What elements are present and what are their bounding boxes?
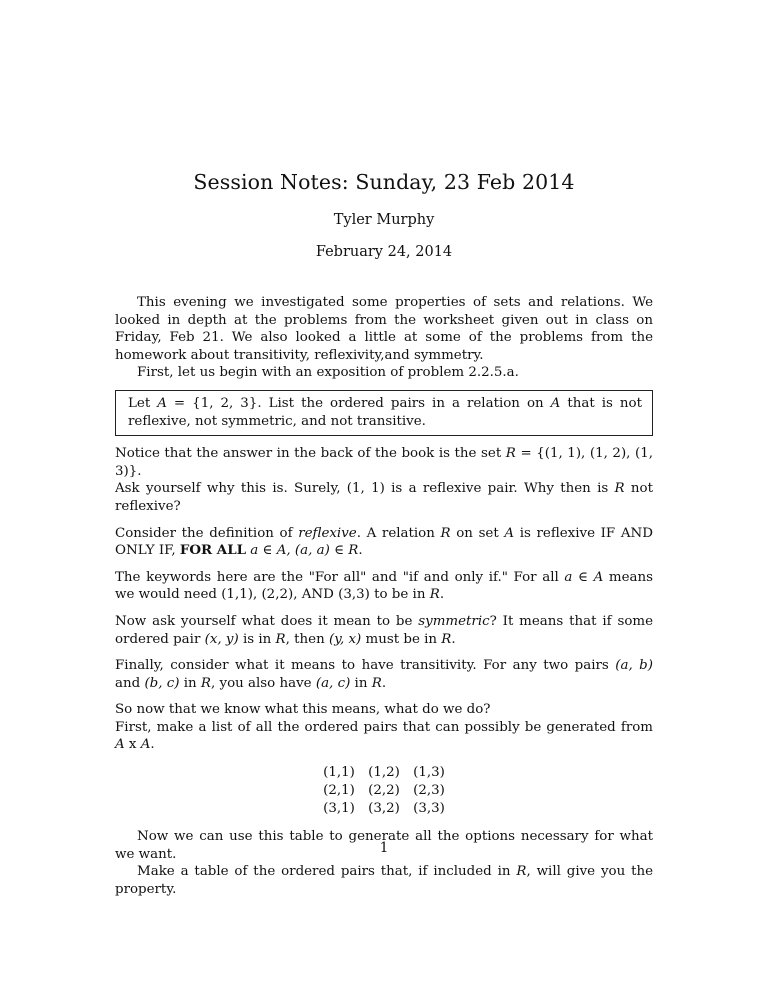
closing-paragraph xyxy=(115,863,653,898)
transitive-text: , you also have xyxy=(211,675,316,691)
transitive-text: and xyxy=(115,675,145,691)
symmetric-paragraph xyxy=(115,613,653,648)
keywords-paragraph xyxy=(115,569,653,604)
intro-paragraph: This evening we investigated some properties of sets and relations. We looked in depth at the problems from the worksheet given out in class on Friday, Feb 21. We also looked a little at some of the problems from the homework about transitivity, reflexivity,and symmetry. xyxy=(115,295,653,363)
reflexive-text: on set xyxy=(450,525,505,541)
transitive-text: in xyxy=(350,675,372,691)
answer-text: R xyxy=(505,446,516,462)
transitive-text: Finally, consider what it means to have transitivity. For any two pairs xyxy=(115,658,616,674)
table-row xyxy=(319,782,449,800)
transitive-text: (a, b) xyxy=(615,658,653,674)
transitive-text: (a, c) xyxy=(315,675,351,691)
next-steps-text: x xyxy=(124,737,141,753)
page-number: 1 xyxy=(379,840,389,856)
symmetric-text: (x, y) xyxy=(204,631,239,647)
table-row xyxy=(319,764,449,782)
transitive-text: R xyxy=(371,675,382,691)
problem-text: Let xyxy=(128,395,158,411)
transitive-text: (b, c) xyxy=(144,675,180,691)
next-steps-text: First, make a list of all the ordered pairs that can possibly be generated from xyxy=(115,719,653,735)
table-cell: (1,1) xyxy=(323,765,355,781)
reflexive-text: Consider the definition of xyxy=(115,525,299,541)
table-cell: (3,1) xyxy=(323,801,355,817)
answer-text: = {(1, 1), (1, 2), (1, 3)}. xyxy=(115,446,653,479)
intro-problem-line: First, let us begin with an exposition of problem 2.2.5.a. xyxy=(137,365,519,381)
answer-text: R xyxy=(614,481,625,497)
reflexive-text: R xyxy=(440,525,451,541)
answer-paragraph xyxy=(115,445,653,515)
ordered-pairs-table xyxy=(319,764,449,818)
symmetric-text: (y, x) xyxy=(328,631,362,647)
symmetric-text: Now ask yourself what does it mean to be xyxy=(115,613,419,629)
next-steps-text: A xyxy=(140,737,151,753)
next-steps-text: A xyxy=(115,737,125,753)
transitive-paragraph xyxy=(115,657,653,692)
closing-text: Make a table of the ordered pairs that, if included in xyxy=(137,864,517,880)
transitive-text: in xyxy=(179,675,201,691)
closing-paragraph: Now we can use this table to generate all the options necessary for what we want. xyxy=(115,829,653,862)
table-cell: (3,3) xyxy=(413,801,445,817)
problem-text: = {1, 2, 3}. List the ordered pairs in a relation on xyxy=(166,395,551,411)
transitive-text: R xyxy=(200,675,211,691)
document-author: Tyler Murphy xyxy=(333,212,435,228)
table-cell: (1,3) xyxy=(413,765,445,781)
problem-text: A xyxy=(550,395,561,411)
reflexive-text: . A relation xyxy=(356,525,441,541)
keywords-text: . xyxy=(439,587,445,603)
next-steps-text: So now that we know what this means, what do we do? xyxy=(115,702,491,718)
keywords-text: R xyxy=(429,587,440,603)
document-body xyxy=(115,294,653,898)
closing-text: , will give you the property. xyxy=(115,864,653,897)
keywords-text: The keywords here are the "For all" and "if and only if." For all xyxy=(115,569,565,585)
table-cell: (2,3) xyxy=(413,783,445,799)
problem-text: A xyxy=(157,395,167,411)
problem-text: that is not reflexive, not symmetric, and not transitive. xyxy=(128,395,642,429)
table-row xyxy=(319,800,449,818)
reflexive-text: reflexive xyxy=(298,525,357,541)
table-cell: (2,1) xyxy=(323,783,355,799)
document-date: February 24, 2014 xyxy=(315,244,453,260)
keywords-text: means we would need (1,1), (2,2), AND (3,3) to be in xyxy=(115,569,653,603)
symmetric-text: , then xyxy=(285,631,329,647)
table-cell: (3,2) xyxy=(368,801,400,817)
closing-text: R xyxy=(516,864,527,880)
symmetric-text: ? It means that if some ordered pair xyxy=(115,613,654,647)
table-cell: (2,2) xyxy=(368,783,400,799)
reflexive-paragraph xyxy=(115,525,653,560)
next-steps-text: . xyxy=(150,737,155,753)
answer-text: not reflexive? xyxy=(115,481,654,514)
next-steps-paragraph xyxy=(115,701,653,754)
reflexive-text: FOR ALL xyxy=(179,542,247,559)
symmetric-text: R xyxy=(441,631,452,647)
transitive-text: . xyxy=(381,675,387,691)
symmetric-text: must be in xyxy=(361,631,442,647)
symmetric-text: symmetric xyxy=(418,613,490,629)
answer-text: Ask yourself why this is. Surely, (1, 1) is a reflexive pair. Why then is xyxy=(115,481,615,497)
keywords-text: a ∈ A xyxy=(564,569,604,585)
symmetric-text: R xyxy=(275,631,286,647)
reflexive-text: is reflexive IF AND ONLY IF, xyxy=(115,525,653,559)
table-cell: (1,2) xyxy=(368,765,400,781)
reflexive-text: a ∈ A, (a, a) ∈ R xyxy=(246,543,359,559)
symmetric-text: . xyxy=(451,631,456,647)
reflexive-text: A xyxy=(504,525,515,541)
symmetric-text: is in xyxy=(238,631,276,647)
document-title: Session Notes: Sunday, 23 Feb 2014 xyxy=(193,170,575,194)
answer-text: Notice that the answer in the back of the book is the set xyxy=(115,446,506,462)
reflexive-text: . xyxy=(358,543,363,559)
problem-box xyxy=(115,390,653,436)
